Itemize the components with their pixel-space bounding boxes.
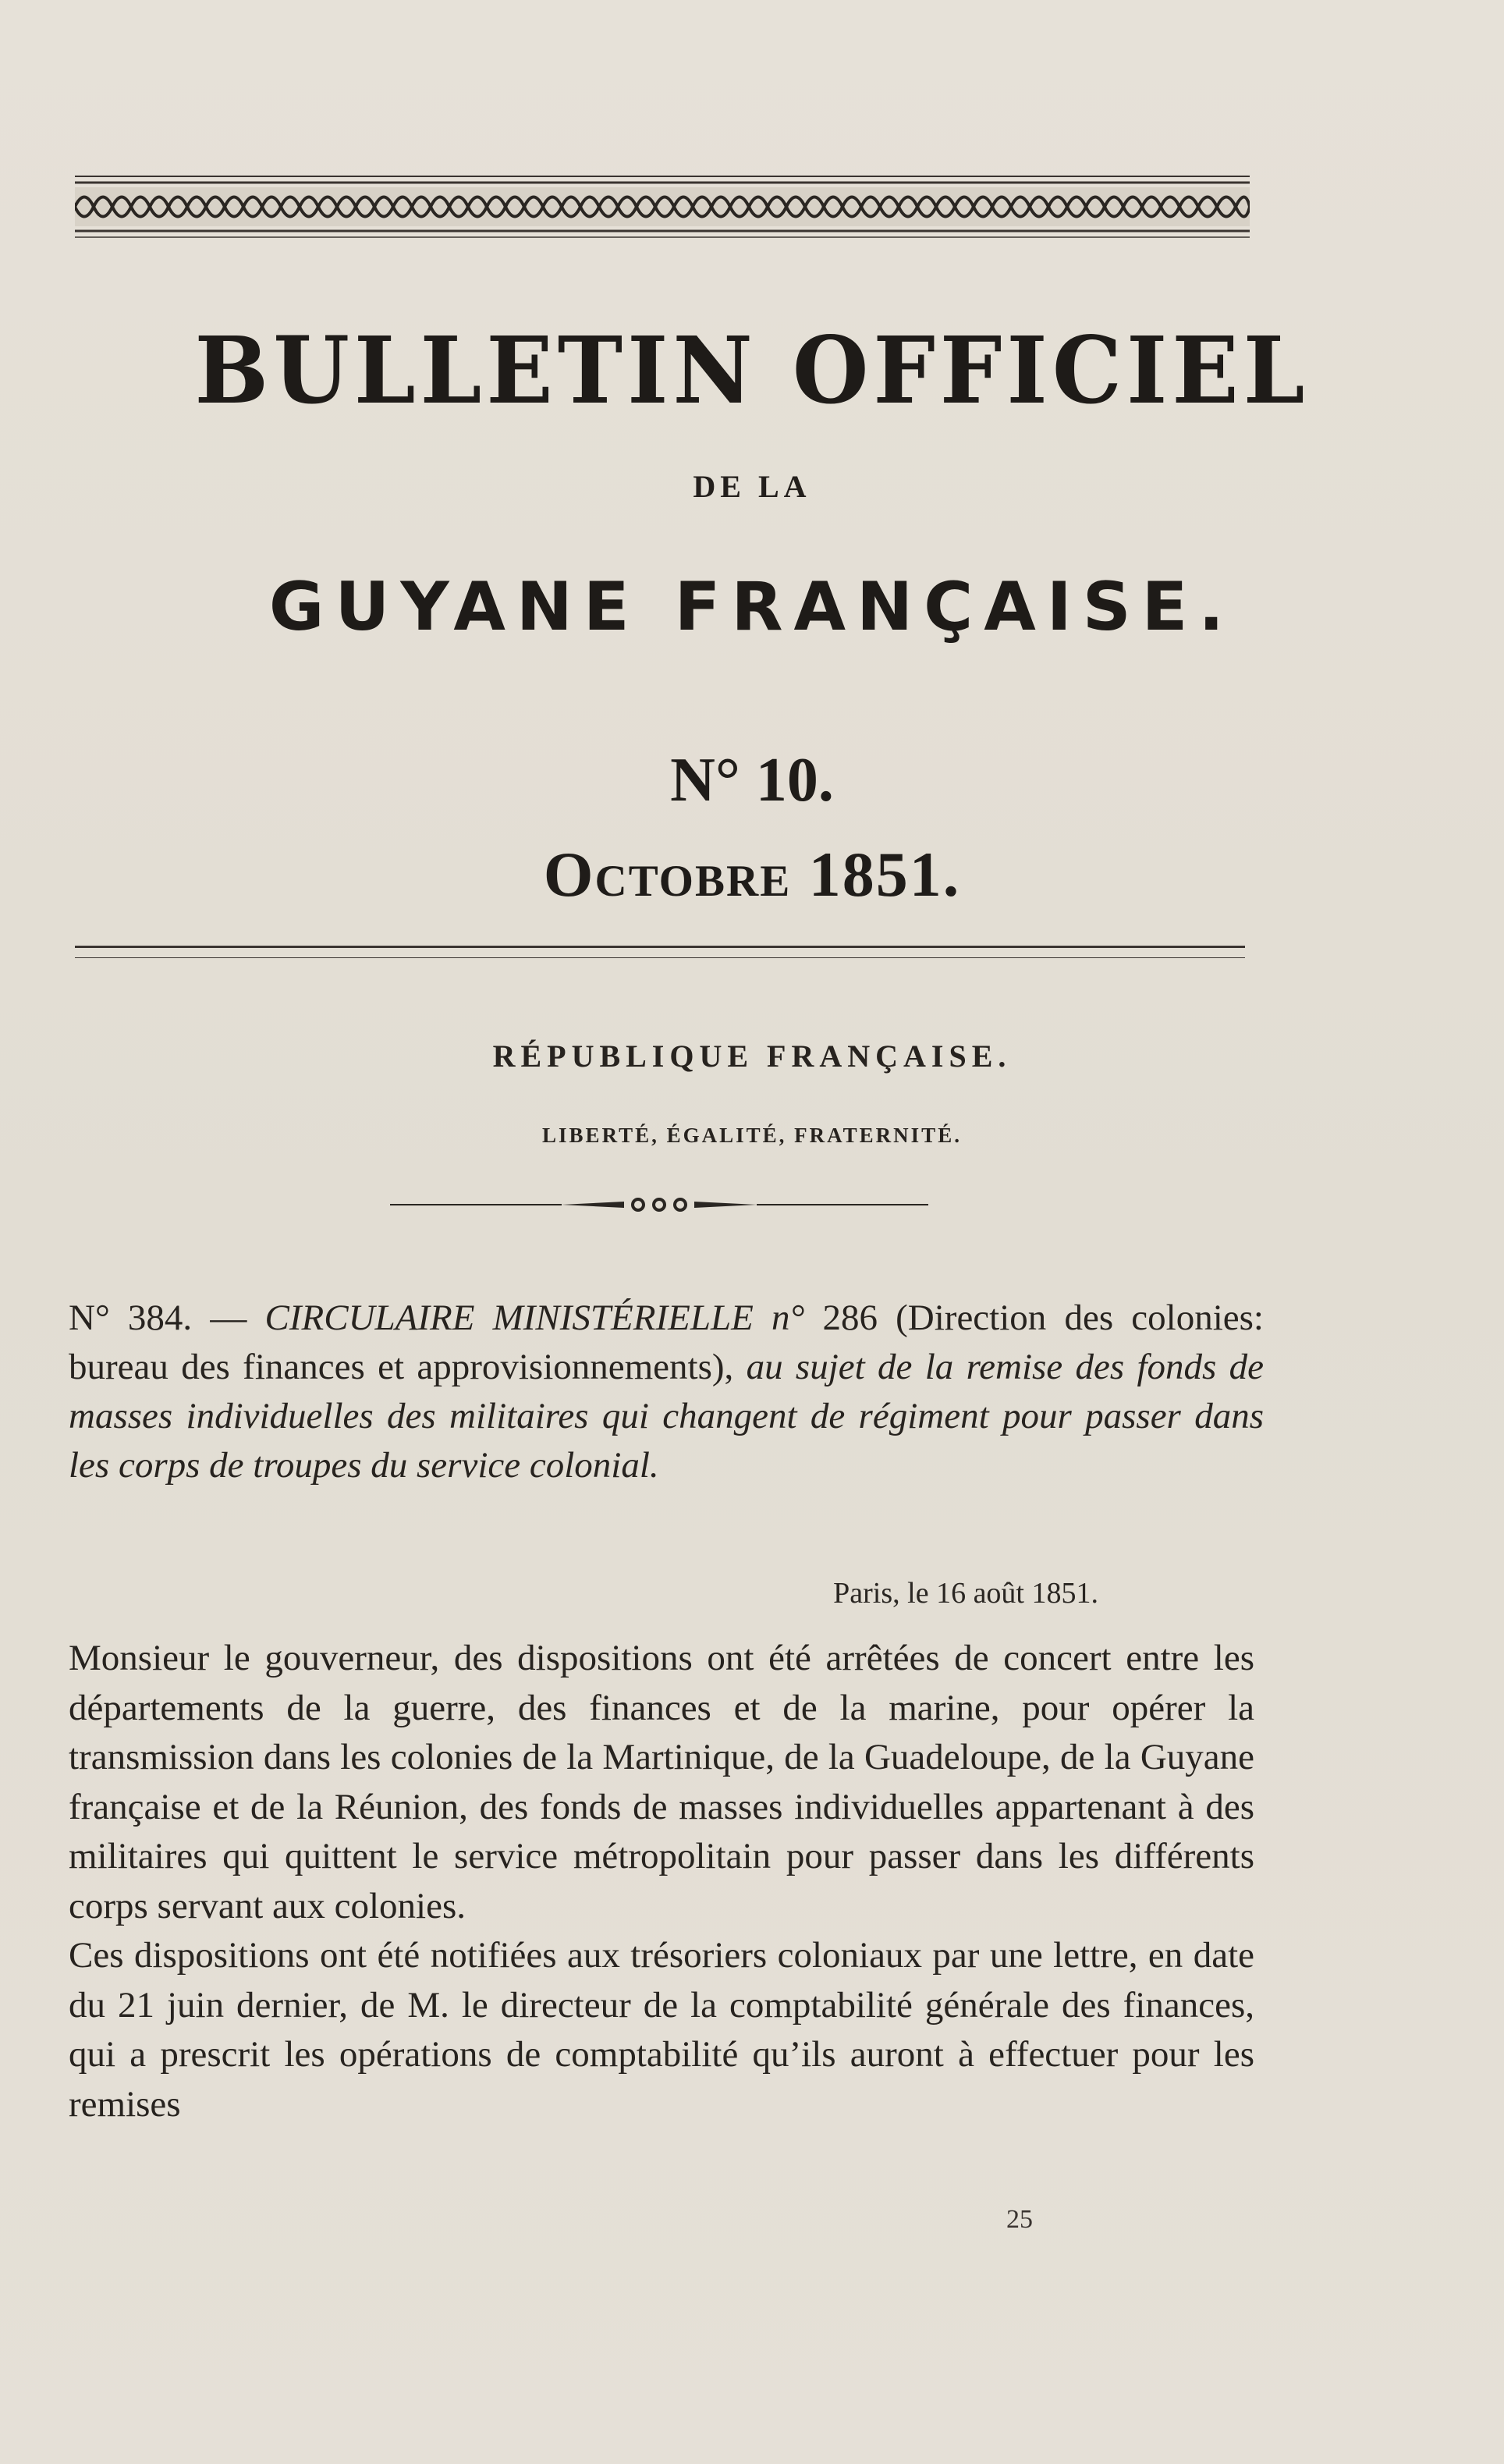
republic-heading: RÉPUBLIQUE FRANÇAISE.	[492, 1039, 1012, 1074]
paragraph: Monsieur le gouverneur, des dispositions ont été arrêtées de concert entre les départements de la guerre, des finances et de la marine, pour opérer la transmission dans les colonies de la Martinique, de la Guadeloupe, de la Guyane française et de la Réunion, des fonds de masses individuelles appartenant à des militaires qui quittent le service métropolitain pour passer dans les différents corps servant aux colonies.	[69, 1638, 1254, 1926]
circular-title-number: 286	[822, 1298, 878, 1338]
issue-date: Octobre 1851.	[543, 839, 961, 910]
ornamental-header-band	[75, 170, 1250, 251]
circular-direction: (Direction des colonies: bureau des finances et approvisionnements),	[69, 1298, 1264, 1387]
issue-number: N° 10.	[670, 746, 834, 815]
paragraph: Ces dispositions ont été notifiées aux trésoriers coloniaux par une lettre, en date du 21 juin dernier, de M. le directeur de la comptabilité générale des finances, qui a prescrit les opérations de comptabilité qu’ils auront à effectuer pour les remises	[69, 1935, 1254, 2125]
circular-number: N° 384. —	[69, 1298, 265, 1338]
circular-title: CIRCULAIRE MINISTÉRIELLE n°	[264, 1298, 823, 1338]
double-rule-divider	[75, 946, 1245, 958]
body-text	[69, 1634, 1254, 2129]
bulletin-title: BULLETIN OFFICIEL	[194, 317, 1310, 425]
circular-heading	[69, 1294, 1264, 1490]
ornamental-divider	[390, 1195, 928, 1214]
title-connector: DE LA	[693, 469, 811, 504]
territory-title: GUYANE FRANÇAISE.	[268, 568, 1236, 646]
circular-subject: au sujet de la remise des fonds de masses individuelles des militaires qui changent de régiment pour passer dans les corps de troupes du service colonial.	[69, 1347, 1264, 1486]
dateline: Paris, le 16 août 1851.	[833, 1577, 1098, 1610]
republic-motto: LIBERTÉ, ÉGALITÉ, FRATERNITÉ.	[542, 1124, 962, 1147]
page-number: 25	[1006, 2205, 1033, 2234]
